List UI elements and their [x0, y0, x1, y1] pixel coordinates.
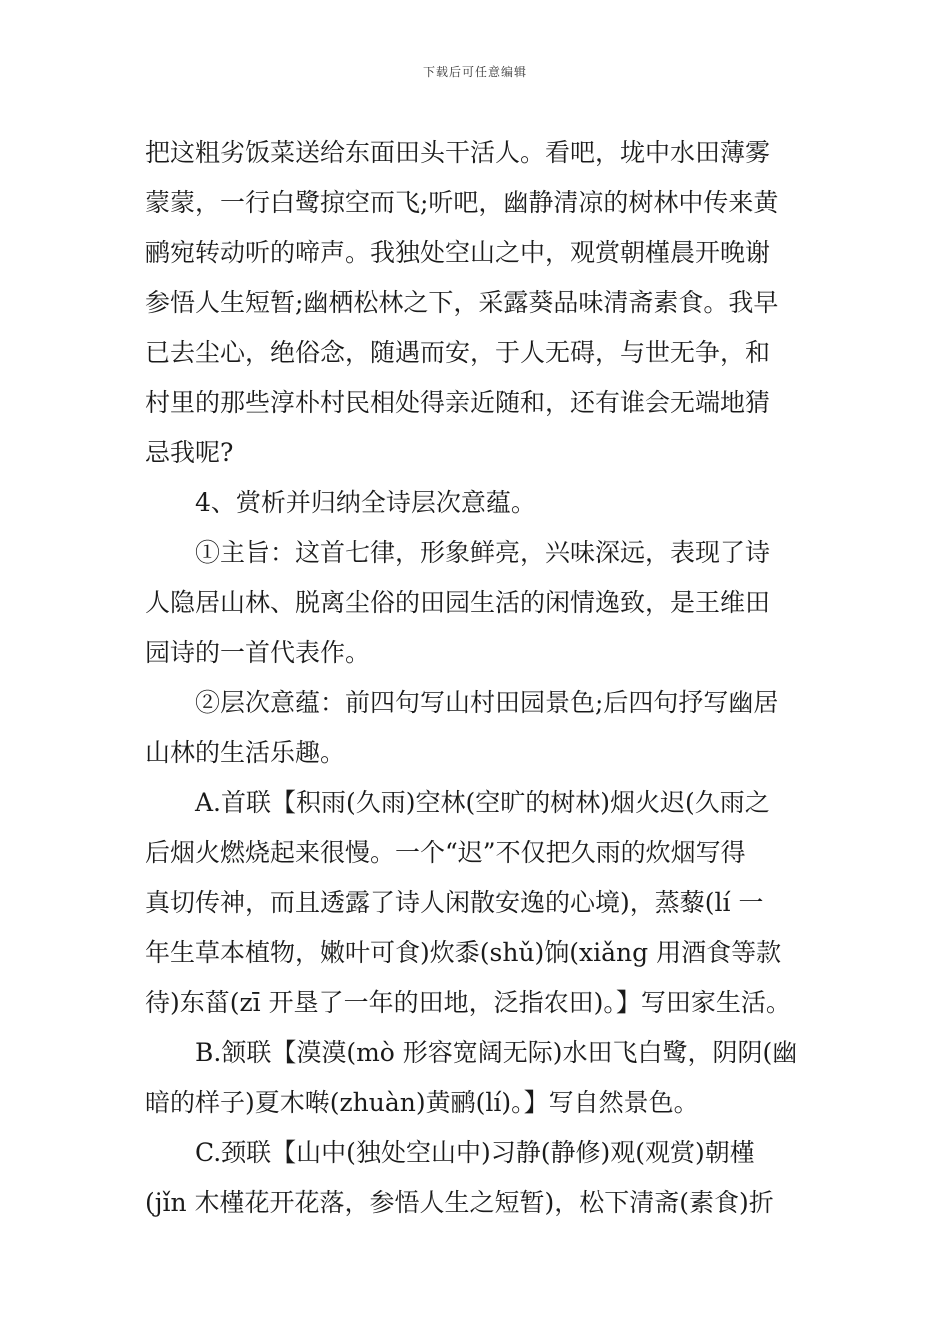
text-line: 后烟火燃烧起来很慢。一个“迟”不仅把久雨的炊烟写得 — [145, 838, 746, 867]
text-line: 鹂宛转动听的啼声。我独处空山之中，观赏朝槿晨开晚谢 — [145, 238, 771, 267]
text-line: 把这粗劣饭菜送给东面田头干活人。看吧，垅中水田薄雾 — [145, 138, 771, 167]
text-line: 园诗的一首代表作。 — [145, 638, 371, 667]
paragraph-theme — [145, 528, 810, 678]
text-line: B.颔联【漠漠(mò 形容宽阔无际)水田飞白鹭，阴阴(幽 — [195, 1038, 798, 1067]
text-line: 暗的样子)夏木啭(zhuàn)黄鹂(lí)。】写自然景色。 — [145, 1088, 699, 1117]
text-line: 待)东菑(zī 开垦了一年的田地，泛指农田)。】写田家生活。 — [145, 988, 791, 1017]
text-line: 真切传神，而且透露了诗人闲散安逸的心境)，蒸藜(lí 一 — [145, 888, 764, 917]
document-body — [145, 128, 810, 1228]
text-line: 参悟人生短暂;幽栖松林之下，采露葵品味清斋素食。我早 — [145, 288, 779, 317]
text-line: 山林的生活乐趣。 — [145, 738, 346, 767]
paragraph-couplet-c — [145, 1128, 810, 1228]
paragraph-question-4 — [145, 478, 810, 528]
paragraph-structure — [145, 678, 810, 778]
text-line: A.首联【积雨(久雨)空林(空旷的树林)烟火迟(久雨之 — [195, 788, 770, 817]
page-header: 下载后可任意编辑 — [422, 65, 527, 79]
paragraph-translation — [145, 128, 810, 478]
text-line: 已去尘心，绝俗念，随遇而安，于人无碍，与世无争，和 — [145, 338, 771, 367]
paragraph-couplet-b — [145, 1028, 810, 1128]
text-line: 人隐居山林、脱离尘俗的田园生活的闲情逸致，是王维田 — [145, 588, 771, 617]
text-line: 蒙蒙，一行白鹭掠空而飞;听吧，幽静清凉的树林中传来黄 — [145, 188, 779, 217]
text-line: 忌我呢? — [145, 438, 234, 467]
text-line: ②层次意蕴：前四句写山村田园景色;后四句抒写幽居 — [195, 688, 779, 717]
text-line: 年生草本植物，嫩叶可食)炊黍(shǔ)饷(xiǎng 用酒食等款 — [145, 938, 782, 967]
text-line: ①主旨：这首七律，形象鲜亮，兴味深远，表现了诗 — [195, 538, 771, 567]
text-line: 4、赏析并归纳全诗层次意蕴。 — [195, 488, 536, 517]
text-line: (jǐn 木槿花开花落，参悟人生之短暂)，松下清斋(素食)折 — [145, 1188, 774, 1217]
paragraph-couplet-a — [145, 778, 810, 1028]
text-line: C.颈联【山中(独处空山中)习静(静修)观(观赏)朝槿 — [195, 1138, 755, 1167]
text-line: 村里的那些淳朴村民相处得亲近随和，还有谁会无端地猜 — [145, 388, 771, 417]
